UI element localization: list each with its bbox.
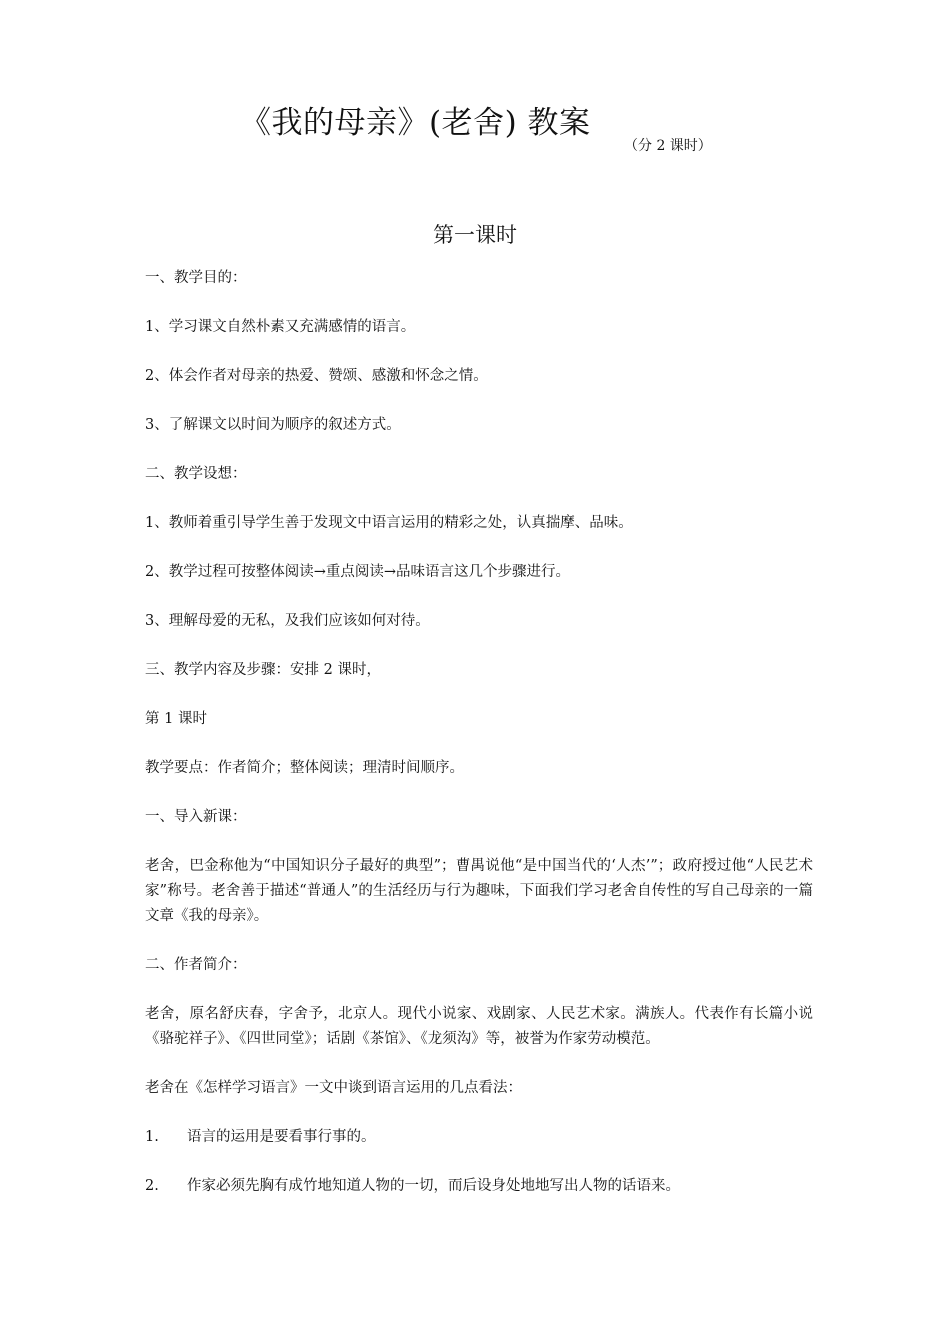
section-heading-design: 二、教学设想： — [145, 466, 247, 482]
document-subtitle: （分 2 课时） — [624, 138, 712, 154]
objective-item: 3、了解课文以时间为顺序的叙述方式。 — [145, 417, 401, 433]
objective-item: 1、学习课文自然朴素又充满感情的语言。 — [145, 319, 416, 335]
list-item-number: 1. — [145, 1129, 159, 1145]
list-item — [145, 1174, 813, 1199]
design-item: 2、教学过程可按整体阅读→重点阅读→品味语言这几个步骤进行。 — [145, 564, 571, 580]
section-heading-intro: 一、导入新课： — [145, 809, 247, 825]
list-item-number: 2. — [145, 1178, 159, 1194]
language-views-intro: 老舍在《怎样学习语言》一文中谈到语言运用的几点看法： — [145, 1080, 522, 1096]
lesson-heading: 第一课时 — [433, 223, 517, 247]
section-heading-author: 二、作者简介： — [145, 957, 247, 973]
intro-paragraph: 老舍，巴金称他为“中国知识分子最好的典型”；曹禺说他“是中国当代的‘人杰’”；政府授过他“人民艺术家”称号。老舍善于描述“普通人”的生活经历与行为趣味，下面我们学习老舍自传性的写自己母亲的一篇文章《我的母亲》。 — [145, 858, 813, 924]
teaching-points: 教学要点：作者简介；整体阅读；理清时间顺序。 — [145, 760, 464, 776]
objective-item: 2、体会作者对母亲的热爱、赞颂、感激和怀念之情。 — [145, 368, 488, 384]
section-heading-content: 三、教学内容及步骤：安排 2 课时， — [145, 662, 381, 678]
list-item — [145, 1125, 813, 1150]
list-item-text: 作家必须先胸有成竹地知道人物的一切，而后设身处地地写出人物的话语来。 — [187, 1178, 680, 1194]
section-heading-objectives: 一、教学目的： — [145, 270, 247, 286]
document-title: 《我的母亲》(老舍) 教案 — [240, 105, 591, 141]
design-item: 1、教师着重引导学生善于发现文中语言运用的精彩之处，认真揣摩、品味。 — [145, 515, 633, 531]
document-body — [145, 266, 813, 1199]
list-item-text: 语言的运用是要看事行事的。 — [187, 1129, 376, 1145]
author-paragraph: 老舍，原名舒庆春，字舍予，北京人。现代小说家、戏剧家、人民艺术家。满族人。代表作有长篇小说《骆驼祥子》、《四世同堂》；话剧《茶馆》、《龙须沟》等，被誉为作家劳动模范。 — [145, 1006, 813, 1047]
lesson-label: 第 1 课时 — [145, 711, 207, 727]
design-item: 3、理解母爱的无私，及我们应该如何对待。 — [145, 613, 430, 629]
